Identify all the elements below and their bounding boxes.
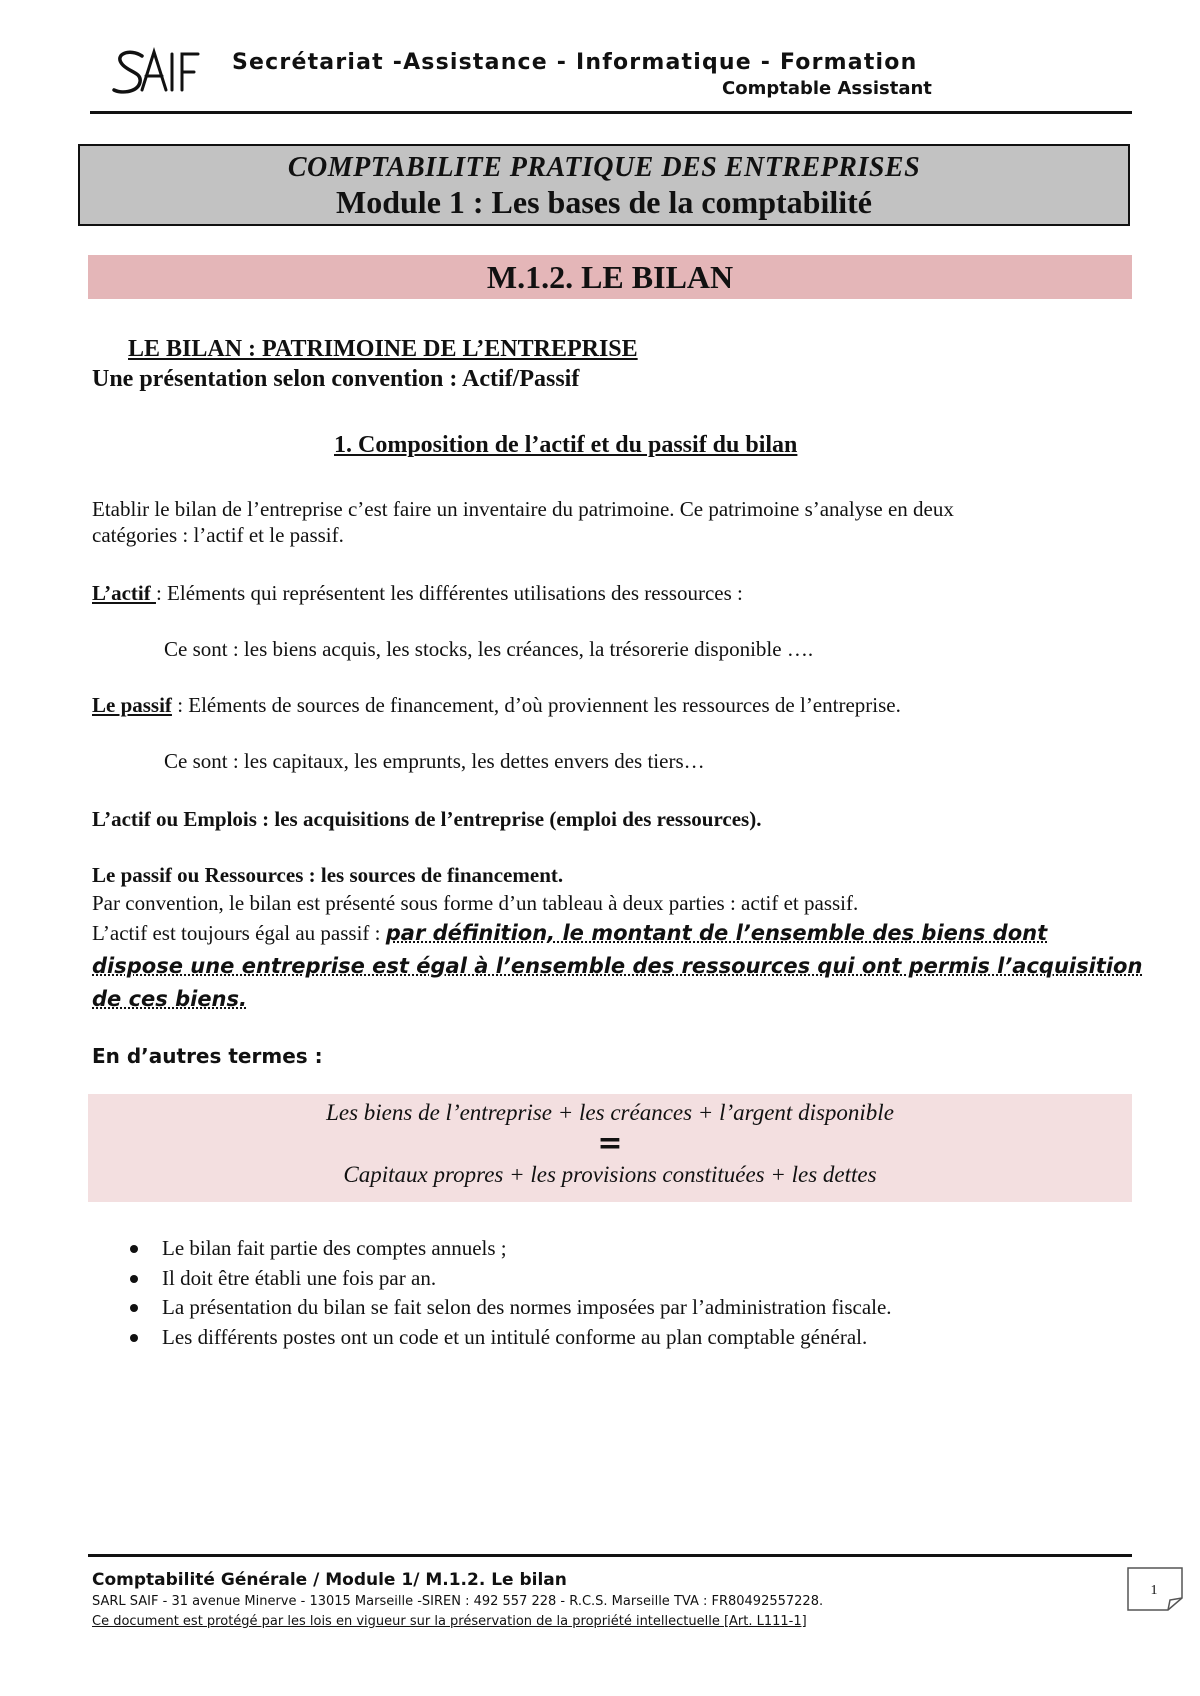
header-divider bbox=[90, 111, 1132, 114]
bullet-icon bbox=[130, 1275, 138, 1283]
passif-examples: Ce sont : les capitaux, les emprunts, les dettes envers des tiers… bbox=[164, 749, 705, 773]
actif-definition bbox=[92, 580, 743, 606]
header-subtitle: Comptable Assistant bbox=[722, 78, 932, 99]
footer-divider bbox=[88, 1554, 1132, 1557]
main-heading: LE BILAN : PATRIMOINE DE L’ENTREPRISE bbox=[128, 336, 638, 362]
other-terms-label: En d’autres termes : bbox=[92, 1044, 323, 1068]
intro-paragraph-line1: Etablir le bilan de l’entreprise c’est faire un inventaire du patrimoine. Ce patrimoine s’analyse en deux bbox=[92, 497, 954, 521]
saif-logo bbox=[112, 46, 202, 98]
bilan-facts-list bbox=[120, 1234, 892, 1352]
equality-line2 bbox=[92, 953, 1142, 979]
equality-emphasis-3: de ces biens. bbox=[92, 987, 247, 1011]
actif-text: : Eléments qui représentent les différentes utilisations des ressources : bbox=[155, 581, 743, 605]
footer-title: Comptabilité Générale / Module 1/ M.1.2. Le bilan bbox=[92, 1570, 567, 1590]
passif-label: Le passif bbox=[92, 693, 172, 717]
section-banner: M.1.2. LE BILAN bbox=[88, 255, 1132, 299]
module-title: Module 1 : Les bases de la comptabilité bbox=[336, 184, 872, 220]
composition-heading: 1. Composition de l’actif et du passif du bilan bbox=[334, 432, 798, 458]
equation-top: Les biens de l’entreprise + les créances + l’argent disponible bbox=[326, 1100, 894, 1125]
bullet-icon bbox=[130, 1245, 138, 1253]
list-item: La présentation du bilan se fait selon des normes imposées par l’administration fiscale. bbox=[120, 1293, 892, 1323]
course-title: COMPTABILITE PRATIQUE DES ENTREPRISES bbox=[287, 152, 921, 183]
footer-company-info: SARL SAIF - 31 avenue Minerve - 13015 Marseille -SIREN : 492 557 228 - R.C.S. Marseille TVA : FR80492557228. bbox=[92, 1594, 824, 1609]
equals-sign: = bbox=[597, 1126, 623, 1161]
equality-emphasis-1: par définition, le montant de l’ensemble des biens dont bbox=[385, 921, 1048, 945]
page-number: 1 bbox=[1150, 1583, 1158, 1598]
passif-ressources: Le passif ou Ressources : les sources de financement. bbox=[92, 863, 564, 887]
actif-examples: Ce sont : les biens acquis, les stocks, les créances, la trésorerie disponible …. bbox=[164, 637, 814, 661]
equation-bottom: Capitaux propres + les provisions constituées + les dettes bbox=[343, 1162, 877, 1187]
bullet-icon bbox=[130, 1334, 138, 1342]
equality-prefix: L’actif est toujours égal au passif : bbox=[92, 921, 386, 945]
passif-text: : Eléments de sources de financement, d’où proviennent les ressources de l’entreprise. bbox=[171, 693, 901, 717]
course-title-box bbox=[78, 144, 1130, 226]
equality-line3 bbox=[92, 986, 247, 1012]
list-item: Le bilan fait partie des comptes annuels ; bbox=[120, 1234, 892, 1264]
intro-paragraph-line2: catégories : l’actif et le passif. bbox=[92, 523, 344, 547]
equation-box bbox=[88, 1094, 1132, 1202]
footer-copyright: Ce document est protégé par les lois en vigueur sur la préservation de la propriété intellectuelle [Art. L111-1] bbox=[92, 1614, 807, 1629]
bullet-icon bbox=[130, 1304, 138, 1312]
actif-emplois: L’actif ou Emplois : les acquisitions de l’entreprise (emploi des ressources). bbox=[92, 807, 762, 831]
list-item: Les différents postes ont un code et un intitulé conforme au plan comptable général. bbox=[120, 1323, 892, 1353]
sub-heading: Une présentation selon convention : Actif/Passif bbox=[92, 366, 580, 392]
equality-line1 bbox=[92, 920, 1047, 946]
passif-definition bbox=[92, 692, 901, 718]
convention-text: Par convention, le bilan est présenté sous forme d’un tableau à deux parties : actif et passif. bbox=[92, 891, 859, 915]
list-item: Il doit être établi une fois par an. bbox=[120, 1264, 892, 1294]
header-title: Secrétariat -Assistance - Informatique - Formation bbox=[232, 50, 918, 75]
equality-emphasis-2: dispose une entreprise est égal à l’ensemble des ressources qui ont permis l’acquisition bbox=[92, 954, 1143, 978]
actif-label: L’actif bbox=[92, 581, 156, 605]
page-number-badge bbox=[1126, 1566, 1184, 1612]
